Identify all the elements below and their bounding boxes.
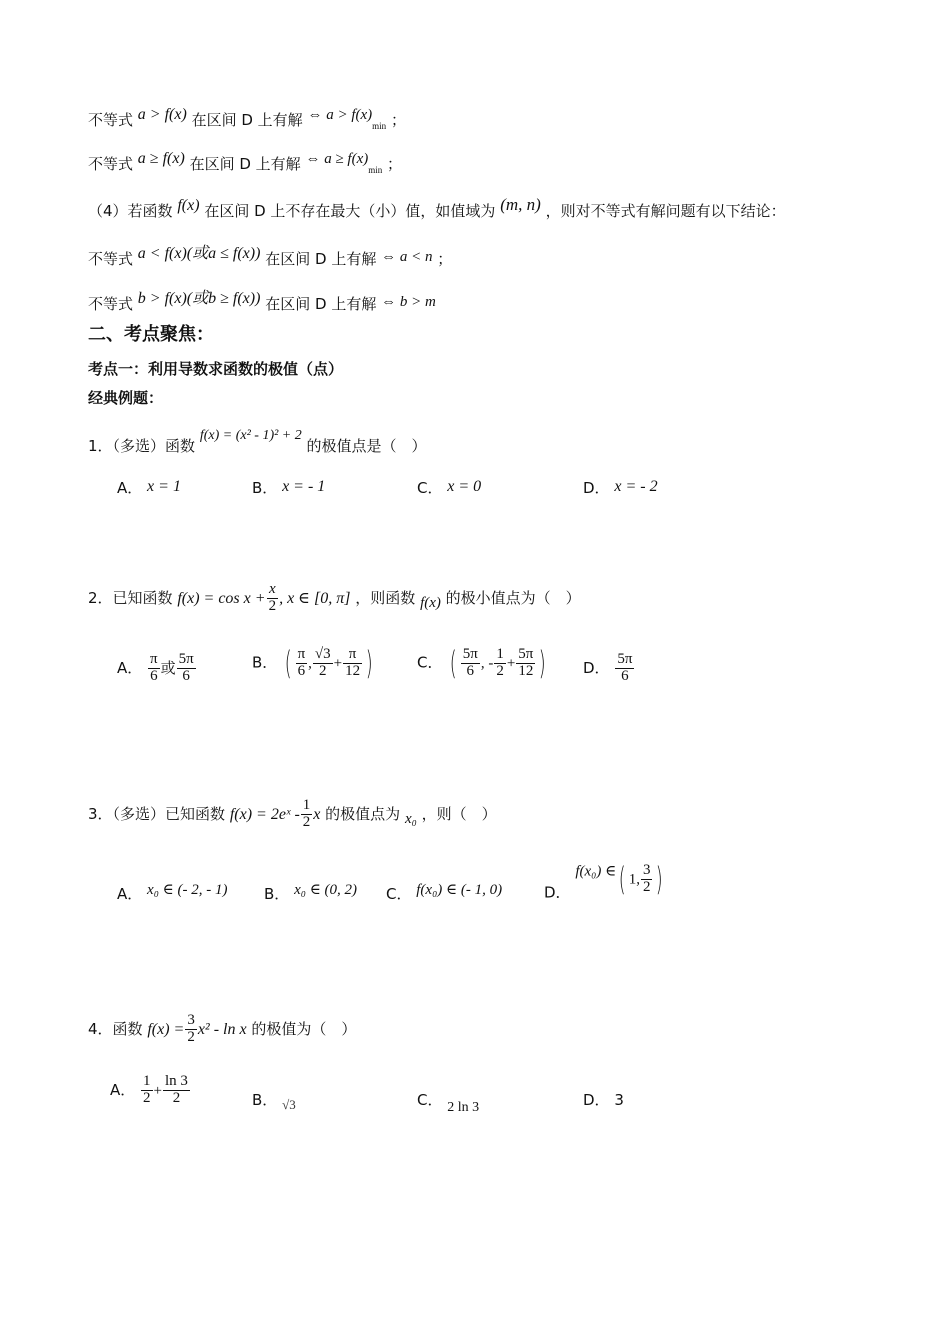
function-math: f(x) [420, 594, 441, 611]
question-text: 3．（多选）已知函数 [88, 804, 226, 823]
option-value: 3 [614, 1091, 624, 1109]
option-value: x = - 1 [282, 478, 326, 495]
intro-text: 在区间 D 上有解 [265, 250, 377, 268]
range-math: (m, n) [500, 195, 541, 214]
question-text: ，则（ ） [421, 804, 497, 823]
intro-text: 在区间 D 上有解 [189, 155, 301, 173]
intro-line-3 [88, 195, 786, 221]
fraction: $\frac{3}{2}$ [187, 1012, 195, 1045]
option-value: x = 0 [447, 478, 482, 495]
fraction: $\frac{1}{2}$ [302, 797, 311, 830]
option-label: B． [252, 1091, 278, 1109]
option-label: B． [252, 479, 278, 497]
examples-title: 经典例题： [88, 389, 164, 407]
question-formula: f(x) = (x² - 1)² + 2 [199, 428, 302, 443]
inequality-math: a ≥ f(x) [137, 150, 185, 167]
inequality-math: a < f(x)(或a ≤ f(x)) [137, 245, 261, 262]
q2-option-a[interactable] [117, 652, 197, 685]
question-formula-tail: , x ∈ [0, π] [279, 589, 351, 607]
q2-option-b[interactable]: B． ( $\frac{\pi}{6}$ , $\frac{√3}{2}$ + $\frac{\pi}{12}$ ) [252, 644, 373, 682]
question-formula-tail: x [313, 805, 321, 823]
question-text: 4．函数 [88, 1019, 143, 1038]
intro-text: 不等式 [88, 155, 134, 173]
fraction: $\frac{\ln 3}{2}$ [165, 1073, 188, 1106]
equivalence-math: ⇔ a < n [381, 249, 433, 265]
option-label: D． [583, 479, 610, 497]
intro-text: 不等式 [88, 250, 134, 268]
section-title: 二、考点聚焦： [88, 324, 214, 345]
fraction: $\frac{\pi}{12}$ [345, 645, 361, 679]
option-value: x = - 2 [614, 478, 658, 495]
option-label: C． [417, 1091, 443, 1109]
question-formula: f(x) = [147, 1020, 185, 1038]
intro-text: 不等式 [88, 295, 134, 313]
inequality-math: b > f(x)(或b ≥ f(x)) [137, 290, 261, 307]
option-value: x₀ ∈ (0, 2) [294, 882, 358, 898]
option-value: f(x₀) ∈ [575, 863, 617, 880]
question-1-stem [88, 428, 427, 456]
question-formula: f(x) = 2eˣ - [229, 805, 300, 823]
q3-option-d[interactable]: D． f(x₀) ∈( 1, $\frac{3}{2}$ ) [544, 860, 664, 902]
q3-option-a[interactable] [117, 880, 228, 904]
option-value: x₀ ∈ (- 2, - 1) [147, 882, 228, 898]
option-label: C． [417, 479, 443, 497]
min-subscript: min [372, 121, 387, 131]
fraction: $\frac{5\pi}{12}$ [518, 645, 534, 679]
q1-option-b[interactable] [252, 477, 325, 498]
intro-text: 在区间 D 上有解 [191, 111, 303, 129]
question-text: ，则函数 [355, 588, 416, 607]
function-math: f(x) [177, 197, 200, 214]
fraction: $\frac{5\pi}{6}$ [178, 651, 194, 684]
fraction: $\frac{1}{2}$ [496, 645, 504, 679]
intro-line-1 [88, 106, 406, 131]
q4-option-d[interactable] [583, 1089, 624, 1110]
intro-line-2 [88, 150, 402, 175]
q2-option-c[interactable]: C． ( $\frac{5\pi}{6}$ , - $\frac{1}{2}$ + $\frac{5\pi}{12}$ ) [417, 644, 547, 682]
option-label: A． [110, 1080, 136, 1099]
question-text: 的极值点为 [325, 804, 401, 823]
option-value: √3 [282, 1097, 296, 1112]
intro-text: ，则对不等式有解问题有以下结论： [545, 202, 786, 220]
x0-math: x₀ [404, 810, 417, 827]
question-4-stem [88, 1013, 356, 1046]
option-label: A． [117, 479, 143, 497]
or-text: 或 [160, 658, 176, 677]
intro-text: ； [387, 155, 403, 173]
fraction: $\frac{x}{2}$ [268, 581, 277, 614]
question-2-stem [88, 582, 581, 615]
option-label: C． [417, 653, 443, 672]
inequality-math: a > f(x) [137, 106, 187, 123]
intro-line-4 [88, 240, 452, 269]
q4-option-a[interactable]: A． $\frac{1}{2}$ + $\frac{\ln 3}{2}$ [110, 1073, 188, 1106]
equivalence-math: ⇔ a ≥ f(x) [305, 151, 369, 167]
equivalence-math: ⇔ a > f(x) [307, 107, 373, 123]
option-label: A． [117, 658, 143, 677]
fraction: $\frac{1}{2}$ [143, 1073, 151, 1106]
fraction: $\frac{5\pi}{6}$ [617, 651, 633, 684]
option-label: D． [583, 658, 610, 677]
intro-line-5 [88, 285, 436, 314]
q2-option-d[interactable] [583, 652, 635, 685]
option-value: f(x₀) ∈ (- 1, 0) [416, 882, 503, 898]
q1-option-a[interactable] [117, 477, 181, 498]
intro-text: 在区间 D 上有解 [265, 295, 377, 313]
fraction: $\frac{\pi}{6}$ [150, 651, 158, 684]
option-value-part: 1, [628, 871, 640, 888]
fraction: $\frac{√3}{2}$ [314, 645, 331, 679]
option-label: A． [117, 885, 143, 903]
option-value: 2 ln 3 [447, 1100, 480, 1115]
option-label: B． [264, 885, 290, 903]
intro-text: 在区间 D 上不存在最大（小）值，如值域为 [204, 202, 496, 220]
question-3-stem [88, 798, 497, 831]
q4-option-b[interactable] [252, 1089, 296, 1113]
question-text: 2．已知函数 [88, 588, 173, 607]
intro-text: ； [437, 250, 453, 268]
question-formula: f(x) = cos x + [177, 589, 266, 607]
option-label: B． [252, 653, 278, 672]
question-formula-tail: x² - ln x [197, 1020, 247, 1038]
option-label: D． [583, 1091, 610, 1109]
question-text: 的极值点是（ ） [306, 437, 427, 455]
question-text: 的极小值点为（ ） [445, 588, 581, 607]
option-label: D． [544, 883, 571, 902]
question-text: 的极值为（ ） [251, 1019, 357, 1038]
option-value: x = 1 [147, 478, 181, 495]
option-label: C． [386, 885, 412, 903]
q3-option-b[interactable] [264, 880, 357, 904]
min-subscript: min [368, 165, 383, 175]
fraction: $\frac{\pi}{6}$ [297, 645, 306, 679]
q1-option-c[interactable] [417, 477, 481, 498]
intro-text: ； [390, 111, 406, 129]
equivalence-math: ⇔ b > m [381, 294, 436, 310]
question-text: 1．（多选）函数 [88, 437, 196, 455]
fraction: $\frac{5\pi}{6}$ [462, 645, 478, 679]
q3-option-c[interactable] [386, 880, 502, 904]
intro-text: 不等式 [88, 111, 134, 129]
q1-option-d[interactable] [583, 477, 658, 498]
kaodian-title: 考点一：利用导数求函数的极值（点） [88, 360, 344, 378]
q4-option-c[interactable] [417, 1089, 479, 1116]
intro-text: （4）若函数 [88, 202, 173, 220]
fraction: $\frac{3}{2}$ [642, 861, 651, 895]
